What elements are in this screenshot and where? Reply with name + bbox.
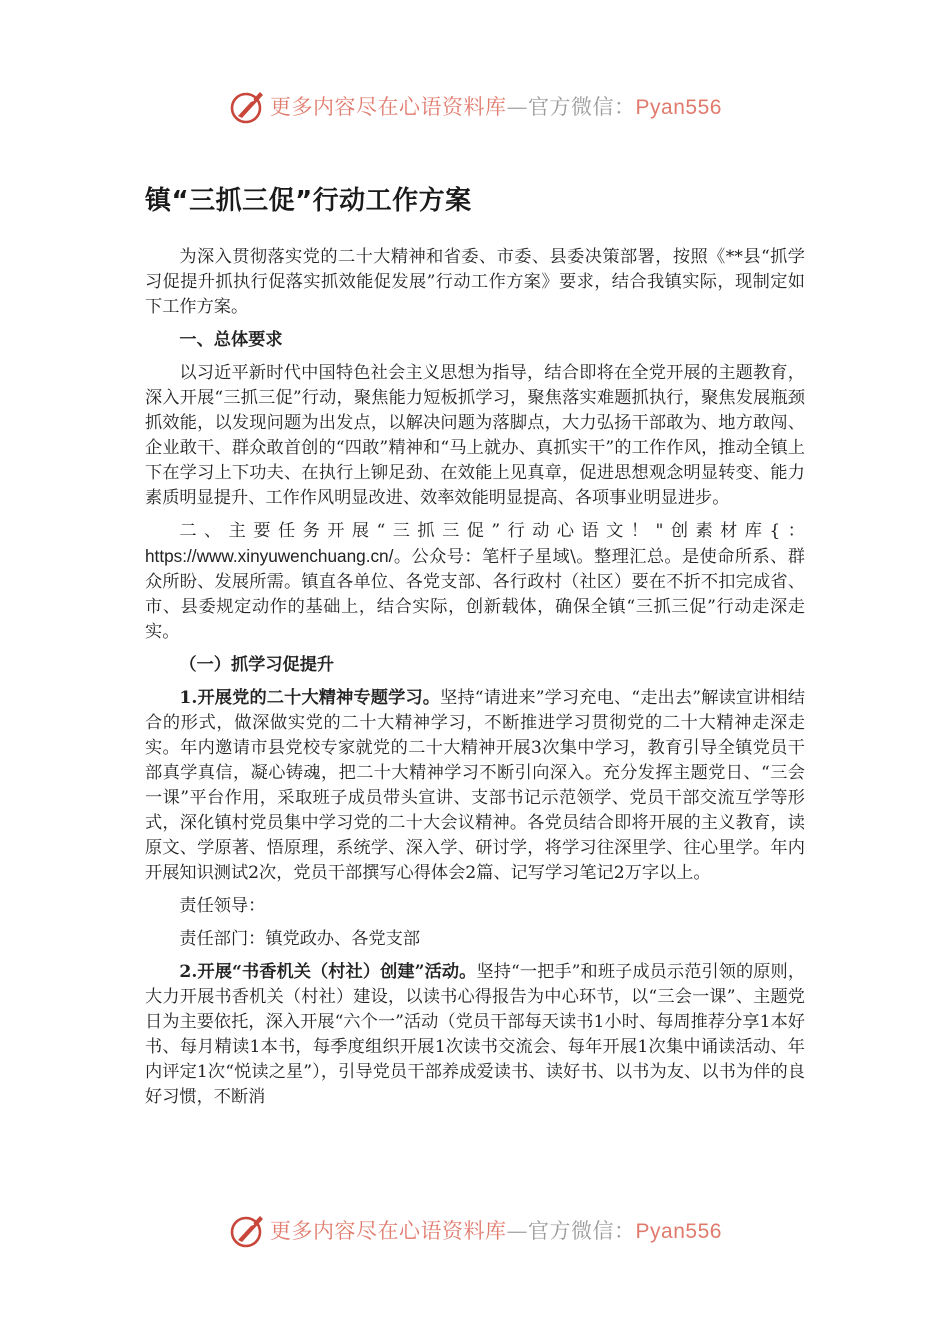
document-body (145, 168, 805, 1110)
section-1-body: 以习近平新时代中国特色社会主义思想为指导，结合即将在全党开展的主题教育，深入开展“三抓三促”行动，聚焦能力短板抓学习，聚焦落实难题抓执行，聚焦发展瓶颈抓效能，以发现问题为出发点，以解决问题为落脚点，大力弘扬干部敢为、地方敢闯、企业敢干、群众敢首创的“四敢”精神和“马上就办、真抓实干”的工作作风，推动全镇上下在学习上下功夫、在执行上铆足劲、在效能上见真章，促进思想观念明显转变、能力素质明显提升、工作作风明显改进、效率效能明显提高、各项事业明显进步。 (145, 363, 805, 508)
banner-separator: — (506, 1219, 529, 1243)
item-1-paragraph (145, 686, 805, 886)
intro-paragraph: 为深入贯彻落实党的二十大精神和省委、市委、县委决策部署，按照《**县“抓学习促提升抓执行促落实抓效能促发展”行动工作方案》要求，结合我镇实际，现制定如下工作方案。 (145, 247, 805, 317)
item-1-lead: 1.开展党的二十大精神专题学习。 (179, 688, 441, 708)
item-2-lead: 2.开展“书香机关（村社）创建”活动。 (179, 962, 477, 982)
header-watermark-banner (0, 84, 950, 128)
document-title: 镇“三抓三促”行动工作方案 (145, 186, 472, 216)
banner-text-group (270, 1215, 722, 1245)
item-2-body: 坚持“一把手”和班子成员示范引领的原则，大力开展书香机关（村社）建设，以读书心得报告为中心环节，以“三会一课”、主题党日为主要依托，深入开展“六个一”活动（党员干部每天读书1小时、每周推荐分享1本好书、每月精读1本书，每季度组织开展1次读书交流会、每年开展1次集中诵读活动、年内评定1次“悦读之星”），引导党员干部养成爱读书、读好书、以书为友、以书为伴的良好习惯，不断消 (145, 962, 806, 1107)
item-2-paragraph (145, 960, 805, 1110)
banner-wechat-id: Pyan556 (635, 96, 722, 119)
banner-wechat-label: 官方微信： (528, 95, 636, 119)
quill-logo-icon (228, 1210, 268, 1250)
item-1-body: 坚持“请进来”学习充电、“走出去”解读宣讲相结合的形式，做深做实党的二十大精神学习，不断推进学习贯彻党的二十大精神走深走实。年内邀请市县党校专家就党的二十大精神开展3次集中学习，教育引导全镇党员干部真学真信，凝心铸魂，把二十大精神学习不断引向深入。充分发挥主题党日、“三会一课”平台作用，采取班子成员带头宣讲、支部书记示范领学、党员干部交流互学等形式，深化镇村党员集中学习党的二十大会议精神。各党员结合即将开展的主义教育，读原文、学原著、悟原理，系统学、深入学、研讨学，将学习往深里学、往心里学。年内开展知识测试2次，党员干部撰写心得体会2篇、记写学习笔记2万字以上。 (145, 688, 805, 883)
quill-logo-icon (228, 86, 268, 126)
banner-wechat-id: Pyan556 (635, 1220, 722, 1243)
banner-title: 更多内容尽在心语资料库 (270, 1219, 507, 1243)
banner-text-group (270, 91, 722, 121)
item-1-leader: 责任领导： (179, 896, 266, 916)
item-1-department: 责任部门：镇党政办、各党支部 (179, 929, 421, 949)
subsection-1-heading: （一）抓学习促提升 (179, 655, 335, 675)
banner-title: 更多内容尽在心语资料库 (270, 95, 507, 119)
section-2-paragraph (145, 519, 805, 645)
banner-wechat-label: 官方微信： (528, 1219, 636, 1243)
section-1-heading: 一、总体要求 (179, 330, 283, 350)
banner-separator: — (506, 95, 529, 119)
section-2-text-a: 二、主要任务开展“三抓三促”行动心语文！"创素材库{： (179, 521, 805, 541)
footer-watermark-banner (0, 1208, 950, 1252)
section-2-url: https://www.xinyuwenchuang.cn/ (145, 546, 394, 566)
section-2-text-b: 。公众号：笔杆子星域\。整理汇总。是使命所系、群众所盼、发展所需。镇直各单位、各党支部、各行政村（社区）要在不折不扣完成省、市、县委规定动作的基础上，结合实际，创新载体，确保全镇“三抓三促”行动走深走实。 (145, 547, 805, 642)
